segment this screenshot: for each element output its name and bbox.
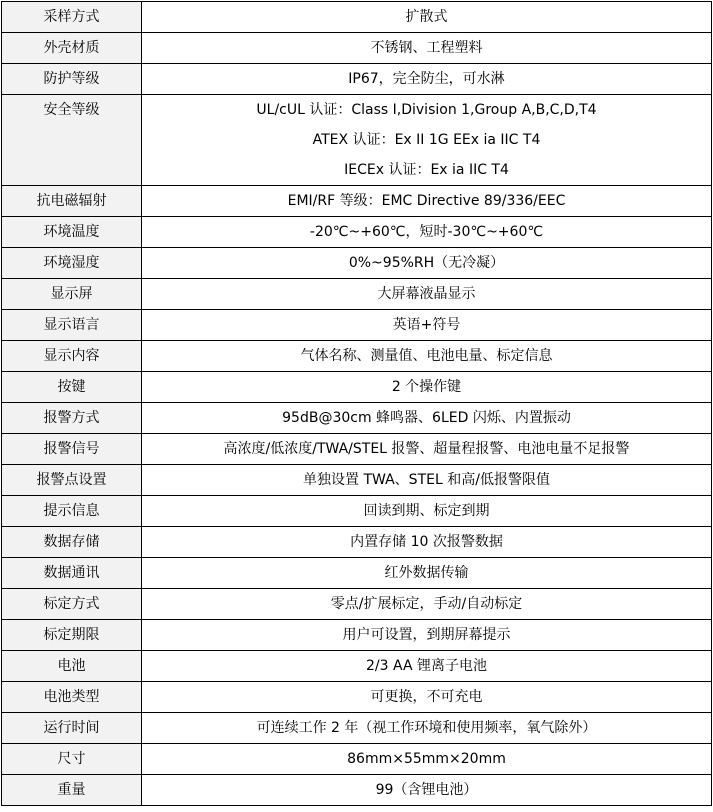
row-value [142,95,712,186]
row-value: 英语+符号 [142,310,712,341]
row-value: 不锈钢、工程塑料 [142,33,712,64]
table-row [2,775,712,806]
row-label: 电池类型 [2,682,142,713]
table-row [2,496,712,527]
table-row [2,2,712,33]
table-row [2,310,712,341]
table-row [2,620,712,651]
row-value: -20℃~+60℃，短时-30℃~+60℃ [142,217,712,248]
row-label: 显示屏 [2,279,142,310]
table-row [2,217,712,248]
row-value: 2/3 AA 锂离子电池 [142,651,712,682]
table-row [2,341,712,372]
table-row [2,186,712,217]
row-value: 2 个操作键 [142,372,712,403]
certification-line: UL/cUL 认证：Class I,Division 1,Group A,B,C,D,T4 [256,102,597,118]
row-label: 数据通讯 [2,558,142,589]
row-label: 报警方式 [2,403,142,434]
row-value: 气体名称、测量值、电池电量、标定信息 [142,341,712,372]
table-row [2,64,712,95]
row-label: 采样方式 [2,2,142,33]
row-value: 零点/扩展标定，手动/自动标定 [142,589,712,620]
row-value: 95dB@30cm 蜂鸣器、6LED 闪烁、内置振动 [142,403,712,434]
row-value: EMI/RF 等级：EMC Directive 89/336/EEC [142,186,712,217]
row-label: 按键 [2,372,142,403]
table-row [2,589,712,620]
certification-line: IECEx 认证：Ex ia IIC T4 [344,162,509,178]
row-value: 大屏幕液晶显示 [142,279,712,310]
row-value: 内置存储 10 次报警数据 [142,527,712,558]
row-label: 防护等级 [2,64,142,95]
table-row [2,279,712,310]
row-value: 可更换，不可充电 [142,682,712,713]
table-row [2,434,712,465]
row-value: 86mm×55mm×20mm [142,744,712,775]
row-label: 报警信号 [2,434,142,465]
row-label-text: 安全等级 [43,102,100,118]
table-row [2,651,712,682]
row-value: 高浓度/低浓度/TWA/STEL 报警、超量程报警、电池电量不足报警 [142,434,712,465]
row-value: 可连续工作 2 年（视工作环境和使用频率，氧气除外） [142,713,712,744]
table-row [2,527,712,558]
row-value: IP67，完全防尘，可水淋 [142,64,712,95]
row-label: 数据存储 [2,527,142,558]
row-label [2,95,142,186]
row-label: 运行时间 [2,713,142,744]
table-row [2,558,712,589]
row-label: 标定期限 [2,620,142,651]
table-row [2,465,712,496]
row-label: 提示信息 [2,496,142,527]
row-label: 抗电磁辐射 [2,186,142,217]
table-row [2,372,712,403]
row-label: 报警点设置 [2,465,142,496]
row-value: 单独设置 TWA、STEL 和高/低报警限值 [142,465,712,496]
table-row [2,95,712,186]
row-label: 标定方式 [2,589,142,620]
row-value: 红外数据传输 [142,558,712,589]
table-row [2,403,712,434]
table-row [2,713,712,744]
row-label: 外壳材质 [2,33,142,64]
row-label: 环境湿度 [2,248,142,279]
certification-line: ATEX 认证：Ex II 1G EEx ia IIC T4 [312,132,541,148]
row-label: 尺寸 [2,744,142,775]
row-label: 电池 [2,651,142,682]
row-label: 环境温度 [2,217,142,248]
row-value: 扩散式 [142,2,712,33]
row-value: 99（含锂电池） [142,775,712,806]
table-row [2,248,712,279]
row-value: 0%~95%RH（无冷凝） [142,248,712,279]
row-label: 显示语言 [2,310,142,341]
table-row [2,682,712,713]
row-label: 重量 [2,775,142,806]
table-row [2,33,712,64]
row-value: 回读到期、标定到期 [142,496,712,527]
spec-table [1,1,712,806]
table-row [2,744,712,775]
row-label: 显示内容 [2,341,142,372]
row-value: 用户可设置，到期屏幕提示 [142,620,712,651]
